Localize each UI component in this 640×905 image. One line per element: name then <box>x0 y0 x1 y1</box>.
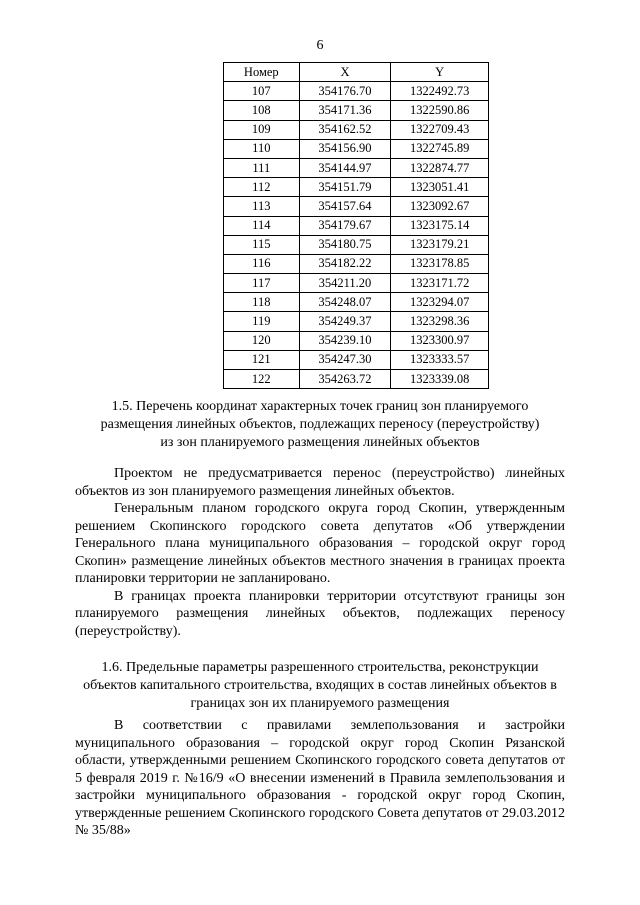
cell-y: 1323092.67 <box>391 197 489 216</box>
cell-number: 113 <box>224 197 300 216</box>
header-number: Номер <box>224 63 300 82</box>
cell-number: 112 <box>224 178 300 197</box>
cell-number: 110 <box>224 139 300 158</box>
page-number: 6 <box>316 38 324 53</box>
cell-x: 354249.37 <box>299 312 391 331</box>
cell-x: 354162.52 <box>299 120 391 139</box>
table-row <box>224 120 489 139</box>
cell-x: 354182.22 <box>299 254 391 273</box>
cell-x: 354179.67 <box>299 216 391 235</box>
table-row <box>224 331 489 350</box>
paragraph: В границах проекта планировки территории отсутствуют границы зон планируемого размещения линейных объектов, подлежащих переносу (переустройству). <box>75 588 565 639</box>
section-1-6-text <box>75 717 565 840</box>
paragraph: Проектом не предусматривается перенос (переустройство) линейных объектов из зон планируемого размещения линейных объектов. <box>75 466 565 499</box>
cell-number: 114 <box>224 216 300 235</box>
cell-number: 116 <box>224 254 300 273</box>
cell-x: 354247.30 <box>299 350 391 369</box>
cell-y: 1322590.86 <box>391 101 489 120</box>
table-row <box>224 197 489 216</box>
cell-y: 1323333.57 <box>391 350 489 369</box>
cell-number: 122 <box>224 370 300 389</box>
cell-number: 118 <box>224 293 300 312</box>
cell-x: 354157.64 <box>299 197 391 216</box>
cell-x: 354180.75 <box>299 235 391 254</box>
cell-number: 109 <box>224 120 300 139</box>
cell-number: 115 <box>224 235 300 254</box>
section-1-5-text <box>75 465 565 640</box>
cell-number: 111 <box>224 158 300 177</box>
section-1-6-heading: 1.6. Предельные параметры разрешенного строительства, реконструкции объектов капитального строительства, входящих в состав линейных объектов в границах зон их планируемого размещения <box>83 660 557 711</box>
cell-x: 354211.20 <box>299 274 391 293</box>
cell-x: 354239.10 <box>299 331 391 350</box>
cell-x: 354156.90 <box>299 139 391 158</box>
table-row <box>224 235 489 254</box>
header-y: Y <box>391 63 489 82</box>
cell-y: 1323294.07 <box>391 293 489 312</box>
paragraph: Генеральным планом городского округа город Скопин, утвержденным решением Скопинского городского совета депутатов «Об утверждении Генерального плана муниципального образования – городской округ город Скопин» размещение линейных объектов местного значения в границах проекта планировки территории не запланировано. <box>75 501 565 586</box>
table-row <box>224 178 489 197</box>
cell-x: 354248.07 <box>299 293 391 312</box>
table-row <box>224 370 489 389</box>
table-row <box>224 350 489 369</box>
cell-y: 1323339.08 <box>391 370 489 389</box>
cell-y: 1323171.72 <box>391 274 489 293</box>
table-row <box>224 158 489 177</box>
table-body <box>224 82 489 389</box>
cell-y: 1322745.89 <box>391 139 489 158</box>
section-1-5-heading: 1.5. Перечень координат характерных точек границ зон планируемого размещения линейных объектов, подлежащих переносу (переустройству) из зон планируемого размещения линейных объектов <box>100 399 540 450</box>
cell-y: 1323300.97 <box>391 331 489 350</box>
cell-number: 107 <box>224 82 300 101</box>
cell-y: 1323175.14 <box>391 216 489 235</box>
table-row <box>224 139 489 158</box>
cell-x: 354263.72 <box>299 370 391 389</box>
table-row <box>224 274 489 293</box>
table-row <box>224 312 489 331</box>
table-row <box>224 254 489 273</box>
cell-number: 117 <box>224 274 300 293</box>
table-header-row <box>224 63 489 82</box>
cell-y: 1322492.73 <box>391 82 489 101</box>
table-row <box>224 293 489 312</box>
cell-number: 121 <box>224 350 300 369</box>
cell-x: 354171.36 <box>299 101 391 120</box>
cell-x: 354144.97 <box>299 158 391 177</box>
cell-y: 1323051.41 <box>391 178 489 197</box>
table-row <box>224 216 489 235</box>
cell-number: 119 <box>224 312 300 331</box>
table-row <box>224 82 489 101</box>
cell-x: 354151.79 <box>299 178 391 197</box>
cell-y: 1322709.43 <box>391 120 489 139</box>
cell-y: 1323178.85 <box>391 254 489 273</box>
cell-y: 1323298.36 <box>391 312 489 331</box>
cell-y: 1323179.21 <box>391 235 489 254</box>
paragraph: В соответствии с правилами землепользования и застройки муниципального образования – городской округ город Скопин Рязанской области, утвержденными решением Скопинского городского совета депутатов от 5 февраля 2019 г. №16/9 «О внесении изменений в Правила землепользования и застройки муниципального образования - городской округ город Скопин, утвержденные решением Скопинского городского Совета депутатов от 29.03.2012 № 35/88» <box>75 718 565 838</box>
cell-number: 108 <box>224 101 300 120</box>
cell-x: 354176.70 <box>299 82 391 101</box>
cell-y: 1322874.77 <box>391 158 489 177</box>
cell-number: 120 <box>224 331 300 350</box>
coordinates-table <box>223 62 489 389</box>
header-x: X <box>299 63 391 82</box>
table-row <box>224 101 489 120</box>
